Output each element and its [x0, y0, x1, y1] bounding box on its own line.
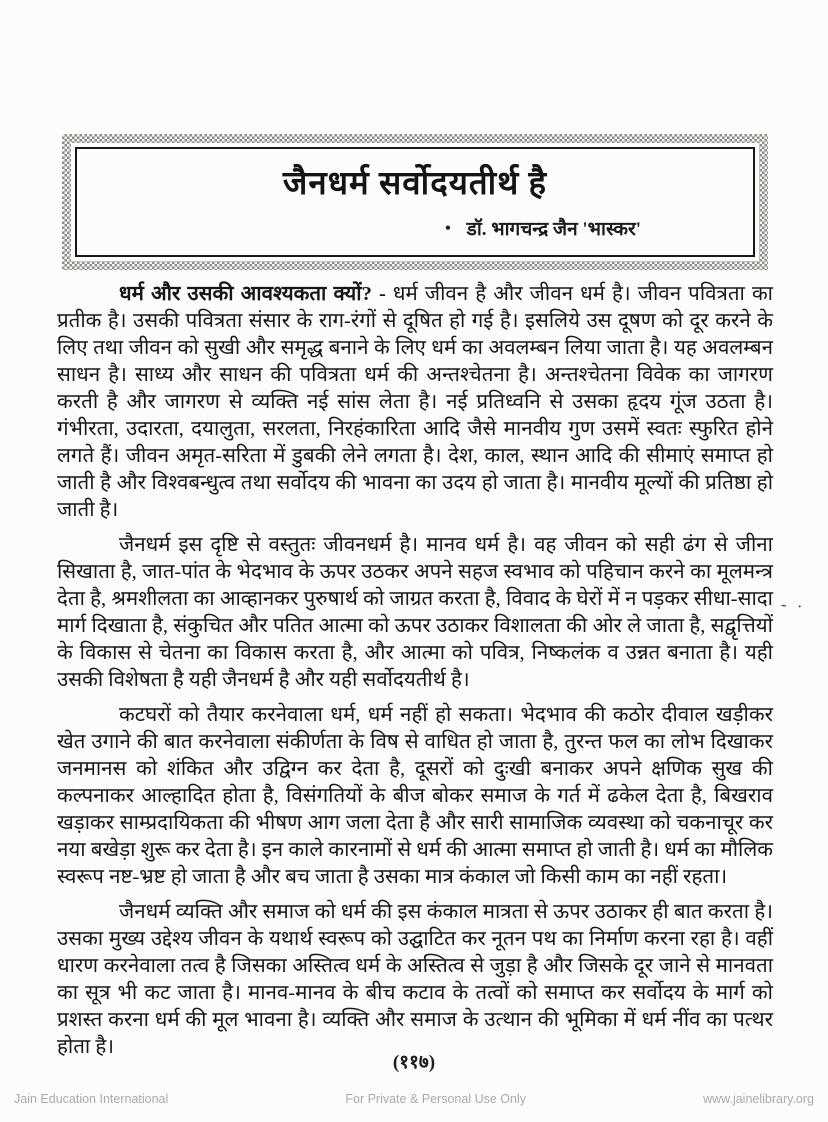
author-name: डॉ. भागचन्द्र जैन 'भास्कर': [466, 219, 641, 240]
title-box-inner-frame: [75, 147, 755, 257]
paragraph-1-lead: धर्म और उसकी आवश्यकता क्यों? -: [119, 283, 393, 305]
paragraph-3-text: कटघरों को तैयार करनेवाला धर्म, धर्म नहीं हो सकता। भेदभाव की कठोर दीवाल खड़ीकर खेत उगाने की बात करनेवाला संकीर्णता के विष से वाधित हो जाता है, तुरन्त फल का लोभ दिखाकर जनमानस को शंकित और उद्विग्न कर देता है, दूसरों को दुःखी बनाकर अपने क्षणिक सुख की कल्पनाकर आल्हादित होता है, विसंगतियों के बीज बोकर समाज के गर्त में ढकेल देता है, बिखराव खड़ाकर साम्प्रदायिकता की भीषण आग जला देता है और सारी सामाजिक व्यवस्था को चकनाचूर कर नया बखेड़ा शुरू कर देता है। इन काले कारनामों से धर्म की आत्मा समाप्त हो जाती है। धर्म का मौलिक स्वरूप नष्ट-भ्रष्ट हो जाता है और बच जाता है उसका मात्र कंकाल जो किसी काम का नहीं रहता।: [57, 704, 773, 888]
title-box: [62, 134, 768, 270]
paragraph-4: [57, 899, 773, 1061]
paragraph-3: [57, 702, 773, 891]
paragraph-4-text: जैनधर्म व्यक्ति और समाज को धर्म की इस कंकाल मात्रता से ऊपर उठाकर ही बात करता है। उसका मुख्य उद्देश्य जीवन के यथार्थ स्वरूप को उद्घाटित कर नूतन पथ का निर्माण करना रहा है। वहीं धारण करनेवाला तत्व है जिसका अस्तित्व धर्म के अस्तित्व से जुड़ा है और जिसके दूर जाने से मानवता का सूत्र भी कट जाता है। मानव-मानव के बीच कटाव के तत्वों को समाप्त कर सर्वोदय के मार्ग को प्रशस्त करना धर्म की मूल भावना है। व्यक्ति और समाज के उत्थान की भूमिका में धर्म नींव का पत्थर होता है।: [57, 901, 773, 1058]
title-box-halftone-border: [62, 134, 768, 270]
author-byline: [445, 215, 641, 241]
footer-usage-notice: For Private & Personal Use Only: [345, 1092, 526, 1106]
paragraph-1-text: धर्म जीवन है और जीवन धर्म है। जीवन पवित्रता का प्रतीक है। उसकी पवित्रता संसार के राग-रंगों से दूषित हो गई है। इसलिये उस दूषण को दूर करने के लिए तथा जीवन को सुखी और समृद्ध बनाने के लिए धर्म का अवलम्बन लिया जाता है। यह अवलम्बन साधन है। साध्य और साधन की पवित्रता धर्म की अन्तश्चेतना है। अन्तश्चेतना विवेक का जागरण करती है और जागरण से व्यक्ति नई सांस लेता है। नई प्रतिध्वनि से उसका हृदय गूंज उठता है। गंभीरता, उदारता, दयालुता, सरलता, निरहंकारिता आदि जैसे मानवीय गुण उसमें स्वतः स्फुरित होने लगते हैं। जीवन अमृत-सरिता में डुबकी लेने लगता है। देश, काल, स्थान आदि की सीमाएं समाप्त हो जाती है और विश्वबन्धुत्व तथा सर्वोदय की भावना का उदय हो जाता है। मानवीय मूल्यों की प्रतिष्ठा हो जाती है।: [57, 283, 773, 521]
footer-publisher: Jain Education International: [14, 1092, 169, 1106]
paragraph-1: [57, 281, 773, 524]
title-box-gap: [71, 143, 759, 261]
paragraph-2: [57, 532, 773, 694]
paragraph-2-text: जैनधर्म इस दृष्टि से वस्तुतः जीवनधर्म है। मानव धर्म है। वह जीवन को सही ढंग से जीना सिखाता है, जात-पांत के भेदभाव के ऊपर उठकर अपने सहज स्वभाव को पहिचान करने का मूलमन्त्र देता है, श्रमशीलता का आव्हानकर पुरुषार्थ को जाग्रत करता है, विवाद के घेरों में न पड़कर सीधा-सादा मार्ग दिखाता है, संकुचित और पतित आत्मा को ऊपर उठाकर विशालता की ओर ले जाता है, सद्वृत्तियों के विकास से चेतना का विकास करता है, और आत्मा को पवित्र, निष्कलंक व उन्नत बनाता है। यही उसकी विशेषता है यही जैनधर्म है और यही सर्वोदयतीर्थ है।: [57, 534, 773, 691]
page-title: जैनधर्म सर्वोदयतीर्थ है: [282, 166, 548, 202]
page-number: (११७): [392, 1052, 436, 1073]
article-body: [57, 281, 773, 1069]
margin-pen-mark: - ·: [779, 594, 807, 617]
bullet-icon: •: [445, 220, 451, 237]
footer: [14, 1092, 814, 1106]
footer-website: www.jainelibrary.org: [703, 1092, 814, 1106]
